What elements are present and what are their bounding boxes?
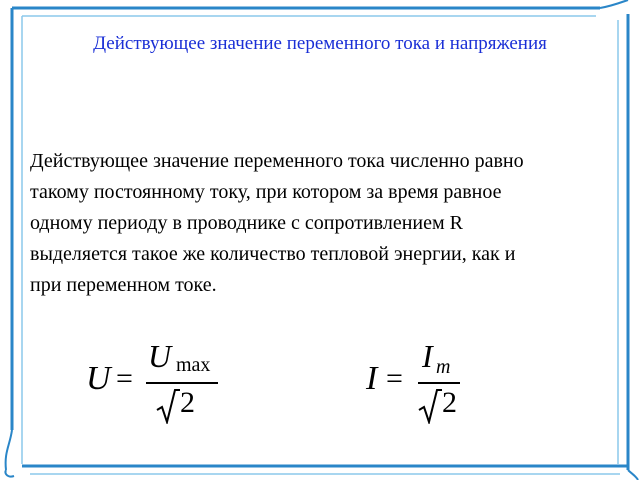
formula-lhs: I <box>366 360 378 397</box>
formula-denominator: 2 <box>180 386 195 419</box>
sqrt-icon <box>418 388 442 424</box>
fraction-bar <box>418 382 460 384</box>
formula-equals: = <box>116 362 133 395</box>
formula-equals: = <box>386 362 403 395</box>
current-formula <box>366 340 476 430</box>
formula-subscript: max <box>176 354 211 376</box>
slide-title: Действующее значение переменного тока и напряжения <box>93 33 547 54</box>
formula-subscript: m <box>436 356 451 378</box>
voltage-formula <box>86 338 226 428</box>
formula-numerator: U <box>148 338 172 374</box>
formula-lhs: U <box>86 360 111 397</box>
formula-denominator: 2 <box>442 386 457 419</box>
formula-numerator: I <box>422 338 433 374</box>
sqrt-icon <box>156 388 180 424</box>
fraction-bar <box>146 382 218 384</box>
definition-text: Действующее значение переменного тока численно равно такому постоянному току, при котором за время равное одному периоду в проводнике с сопротивлением R выделяется такое же количество тепловой энергии, как и при переменном токе. <box>30 150 524 296</box>
